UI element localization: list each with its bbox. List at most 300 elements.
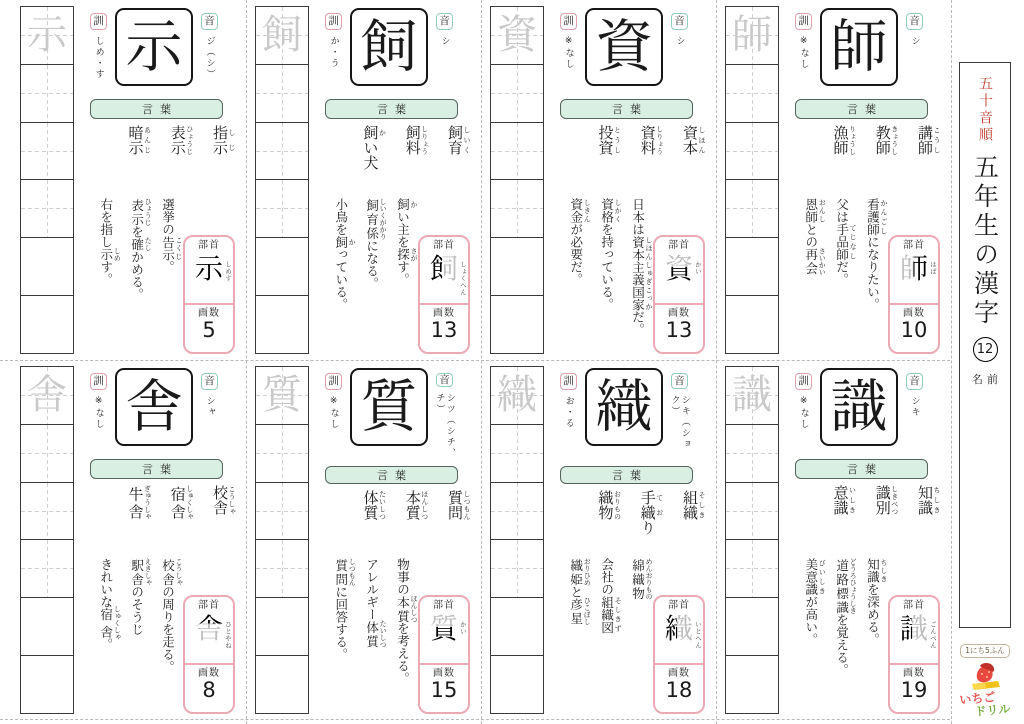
kun-reading-column [322,366,345,464]
sentence: 飼育係 しいくがかりになる。 [364,198,388,290]
radical-reading: いとへん [694,621,702,649]
radical-reading: ひとやね [224,621,232,649]
radical-stroke-box [183,595,235,714]
on-reading-column [433,366,456,464]
practice-square [256,598,308,656]
sentence: 表示 ひょうじを確 たしかめる。 [129,198,153,301]
radical-section [420,237,468,305]
kanji-box [115,368,193,446]
word-item: 意識 いしき [831,484,857,515]
cell-content [792,6,947,354]
kun-reading-column [792,6,815,97]
radical-section [890,597,938,665]
stroke-count-section [420,305,468,352]
word-item: 識別 しきべつ [873,484,899,515]
cell-bottom [792,196,947,354]
practice-column [255,366,309,714]
on-reading: シ [674,36,685,47]
stroke-count-section [185,305,233,352]
practice-square [726,598,778,656]
sentence: 日本は資本主義国家 しほんしゅぎこっかだ。 [630,198,653,336]
on-reading-column [903,366,926,457]
radical-section [655,237,703,305]
stroke-count-label: 画数 [668,308,690,320]
words-header: 言葉 [795,99,928,119]
sentence: 知識 ちしきを深める。 [865,558,888,646]
practice-square [726,238,778,296]
radical-kanji: 識 [899,612,928,645]
practice-square [21,425,73,483]
trace-kanji: 舎 [27,372,67,419]
cell-content [792,366,947,714]
kun-badge: 訓 [325,13,342,30]
kanji-cell [490,6,712,354]
on-reading: シ [439,36,450,47]
practice-square [491,65,543,123]
words-list [322,490,477,550]
kanji-cell [725,366,947,714]
practice-square-trace [21,7,73,65]
sentence: 恩師 おんしとの再会 さいかい [803,198,827,276]
sentence: 会社の組織図 そしきず [599,558,623,633]
words-header: 言葉 [90,459,223,479]
kun-badge: 訓 [795,13,812,30]
on-reading-column [903,6,926,97]
practice-square [256,540,308,598]
practice-square [491,123,543,181]
kun-reading-column [557,6,580,97]
kun-reading: お・る [563,396,574,429]
stroke-count-section [890,665,938,712]
radical-label: 部首 [433,600,455,611]
on-reading: シ [909,36,920,47]
practice-square [21,598,73,656]
practice-square [726,65,778,123]
practice-column [490,366,544,714]
kun-reading: ※なし [93,396,104,430]
radical-label: 部首 [668,240,690,251]
on-reading-column [198,6,221,97]
practice-square [21,540,73,598]
cell-content [557,366,712,714]
kanji-box [350,8,428,86]
practice-square [21,483,73,541]
kun-badge: 訓 [795,373,812,390]
radical-kanji: 質 [429,612,458,645]
cell-bottom [87,556,242,714]
kanji-box [115,8,193,86]
kun-reading-column [87,6,110,97]
words-header: 言葉 [90,99,223,119]
on-reading-column [668,366,691,464]
cut-line-horizontal [0,719,950,720]
word-item: 知識 ちしき [916,484,941,515]
logo-tagline: 1にち5ふん [960,644,1010,658]
readings-row [557,6,712,97]
brand-text-drill: ドリル [973,701,1012,719]
trace-kanji: 示 [27,12,67,59]
kun-reading: ※なし [328,396,339,430]
on-badge: 音 [671,13,688,30]
practice-square [256,296,308,353]
stroke-count-value: 10 [900,318,928,343]
stroke-count-section [420,665,468,712]
practice-square [726,425,778,483]
sentence: 飼 かい主を探 さがす。 [395,198,418,286]
radical-section [185,237,233,305]
radical-section [890,237,938,305]
trace-kanji: 識 [732,372,772,419]
on-reading-column [668,6,691,97]
radical-stroke-box [888,235,940,354]
kanji-cell [20,366,242,714]
trace-kanji: 資 [497,12,537,59]
kanji-box [820,368,898,446]
word-item: 暗示 あんじ [126,124,152,155]
kun-reading: ※なし [798,396,809,430]
practice-column [20,6,74,354]
words-list [792,485,947,550]
kun-reading: しめ・す [93,36,104,80]
stroke-count-section [655,305,703,352]
words-header: 言葉 [560,99,693,119]
trace-kanji: 師 [732,12,772,59]
readings-row [87,6,242,97]
radical-kanji: 資 [664,252,693,285]
sentence: きれいな宿舎 しゅくしゃ。 [98,558,122,651]
sentence: 駅舎 えきしゃのそうじ [129,558,153,636]
radical-stroke-box [888,595,940,714]
word-item: 投資 とうし [596,124,622,155]
kun-badge: 訓 [90,13,107,30]
sentence: 父は手品師 てじなしだ。 [834,198,858,286]
radical-stroke-box [418,595,470,714]
main-kanji: 織 [595,373,653,440]
radical-reading: しめす [224,261,232,282]
cut-line-vertical [951,0,952,724]
word-item: 飼 かい犬 [361,124,387,170]
practice-square [256,65,308,123]
sentence: 校舎 こうしゃの周りを走る。 [160,558,183,673]
kun-reading-column [322,6,345,97]
radical-reading: しょくへん [459,261,467,296]
trace-kanji: 飼 [262,12,302,59]
practice-square [491,425,543,483]
kun-badge: 訓 [560,373,577,390]
practice-column [725,366,779,714]
stroke-count-section [655,665,703,712]
word-item: 牛舎 ぎゅうしゃ [126,484,152,520]
stroke-count-value: 18 [665,678,693,703]
brand-logo [950,638,1020,718]
word-item: 飼料 しりょう [403,124,429,155]
example-sentences [87,556,183,712]
practice-square-trace [21,367,73,425]
practice-square [256,656,308,713]
practice-square [726,123,778,181]
sentence: 道路標識 どうろひょうしきを覚える。 [834,558,858,676]
kun-badge: 訓 [90,373,107,390]
brand-text [949,689,1021,721]
words-header: 言葉 [325,99,458,119]
readings-row [87,366,242,457]
word-item: 飼育 しいく [446,124,471,155]
radical-reading: はば [929,261,937,275]
trace-kanji: 質 [262,372,302,419]
radical-section [185,597,233,665]
word-item: 講師 こうし [916,124,941,155]
radical-label: 部首 [903,240,925,251]
example-sentences [792,556,888,712]
example-sentences [557,196,653,352]
practice-square [491,296,543,353]
cell-bottom [322,196,477,354]
cell-content [322,366,477,714]
kun-reading: か・う [328,36,339,69]
on-reading: シキ [909,396,920,418]
radical-reading: かい [459,621,467,635]
sentence: 質問 しつもんに回答する。 [333,558,357,661]
kun-reading-column [557,366,580,464]
cell-content [557,6,712,354]
word-item: 表示 ひょうじ [168,124,194,155]
radical-section [420,597,468,665]
cell-content [87,6,242,354]
radical-label: 部首 [903,600,925,611]
word-item: 資料 しりょう [638,124,664,155]
word-item: 織物 おりもの [596,490,622,521]
kanji-box [350,368,428,446]
on-reading: シキ（ショク） [669,394,690,450]
sentence: 美意識 びいしきが高い。 [803,558,827,646]
kanji-cell [725,6,947,354]
radical-stroke-box [653,235,705,354]
stroke-count-value: 8 [202,678,216,703]
practice-square [491,656,543,713]
words-header: 言葉 [795,459,928,479]
cell-bottom [322,556,477,714]
stroke-count-label: 画数 [668,668,690,680]
sheet-number-badge: 12 [973,337,998,362]
stroke-count-section [185,665,233,712]
kun-reading: ※なし [798,36,809,70]
words-header: 言葉 [560,466,693,484]
cell-bottom [557,196,712,354]
brand-text-ichigo: いちご [958,689,996,707]
word-item: 質問 しつもん [446,490,471,521]
words-list [557,490,712,550]
words-list [87,485,242,550]
readings-row [792,366,947,457]
example-sentences [322,556,418,712]
on-reading-column [433,6,456,97]
practice-square-trace [726,367,778,425]
kanji-cell [20,6,242,354]
practice-square [21,656,73,713]
radical-label: 部首 [198,240,220,251]
word-item: 資本 しほん [681,124,706,155]
worksheet-title: 五年生の漢字 [970,154,1000,328]
stroke-count-label: 画数 [903,668,925,680]
radical-kanji: 飼 [429,252,458,285]
cell-content [87,366,242,714]
sentence: 小鳥を飼 かっている。 [333,198,357,311]
stroke-count-value: 5 [202,318,216,343]
practice-square [256,238,308,296]
sentence: 右を指し示 しめす。 [98,198,122,286]
stroke-count-value: 13 [430,318,458,343]
practice-column [725,6,779,354]
main-kanji: 師 [830,13,888,80]
kun-badge: 訓 [560,13,577,30]
radical-kanji: 師 [899,252,928,285]
readings-row [322,366,477,464]
practice-square [21,65,73,123]
trace-kanji: 織 [497,372,537,419]
sentence: 織姫 おりひめと彦星 ひこぼし [568,558,592,625]
radical-reading: かい [694,261,702,275]
radical-label: 部首 [198,600,220,611]
word-item: 教師 きょうし [873,124,899,155]
practice-square [491,598,543,656]
stroke-count-value: 15 [430,678,458,703]
word-item: 本質 ほんしつ [403,490,429,521]
readings-row [557,366,712,464]
on-reading: シツ（シチ、チ） [434,393,455,460]
sentence: 看護師 かんごしになりたい。 [865,198,888,311]
practice-square [256,180,308,238]
word-item: 手織 ており [638,490,664,536]
kun-badge: 訓 [325,373,342,390]
stroke-count-label: 画数 [903,308,925,320]
radical-kanji: 示 [194,252,223,285]
word-item: 校舎 こうしゃ [211,484,236,515]
kanji-cell [490,366,712,714]
practice-square [256,425,308,483]
kun-reading-column [87,366,110,457]
stroke-count-label: 画数 [433,668,455,680]
on-badge: 音 [201,13,218,30]
cell-bottom [87,196,242,354]
practice-square [726,180,778,238]
main-kanji: 識 [830,373,888,440]
radical-label: 部首 [433,240,455,251]
kanji-box [585,368,663,446]
sentence: アレルギー体質 たいしつ [364,558,388,648]
strawberry-icon [966,660,1004,692]
practice-square [491,540,543,598]
kanji-box [585,8,663,86]
practice-column [20,366,74,714]
stroke-count-label: 画数 [433,308,455,320]
practice-square-trace [256,367,308,425]
kanji-box [820,8,898,86]
stroke-count-value: 13 [665,318,693,343]
practice-square [21,296,73,353]
readings-row [322,6,477,97]
example-sentences [792,196,888,352]
on-badge: 音 [671,373,688,389]
practice-square [726,296,778,353]
practice-square-trace [491,367,543,425]
radical-label: 部首 [668,600,690,611]
word-item: 指示 しじ [211,124,236,155]
sort-order-label: 五十音順 [977,76,993,144]
on-badge: 音 [906,373,923,390]
kun-reading-column [792,366,815,457]
kanji-cell [255,366,477,714]
main-kanji: 質 [360,373,418,440]
radical-stroke-box [183,235,235,354]
word-item: 漁師 りょうし [831,124,857,155]
on-badge: 音 [906,13,923,30]
kun-reading: ※なし [563,36,574,70]
practice-square [21,238,73,296]
sentence: 物事の本質 ほんしつを考える。 [395,558,418,685]
practice-square-trace [256,7,308,65]
word-item: 組織 そしき [681,490,706,521]
sentence: 選挙の告示 こくじ。 [160,198,183,273]
stroke-count-section [890,305,938,352]
practice-square [726,540,778,598]
kanji-cell [255,6,477,354]
practice-square [491,180,543,238]
example-sentences [322,196,418,352]
example-sentences [557,556,653,712]
stroke-count-label: 画数 [198,668,220,680]
sentence: 綿織物 めんおりもの [630,558,653,600]
on-reading: シャ [204,396,215,418]
word-item: 宿舎 しゅくしゃ [168,484,194,520]
words-header: 言葉 [325,466,458,484]
practice-square [491,483,543,541]
radical-stroke-box [418,235,470,354]
radical-kanji: 織 [664,612,693,645]
practice-square [726,483,778,541]
practice-square [256,483,308,541]
practice-square-trace [726,7,778,65]
practice-square [256,123,308,181]
on-reading: ジ（シ） [204,36,215,80]
main-kanji: 舎 [125,373,183,440]
title-sidebar [959,62,1011,628]
practice-square-trace [491,7,543,65]
cell-content [322,6,477,354]
cell-bottom [792,556,947,714]
kanji-cells-grid [20,6,947,714]
radical-section [655,597,703,665]
sentence: 資格 しかくを持っている。 [599,198,623,311]
stroke-count-label: 画数 [198,308,220,320]
practice-column [490,6,544,354]
radical-stroke-box [653,595,705,714]
on-badge: 音 [436,373,453,387]
practice-square [21,123,73,181]
cell-bottom [557,556,712,714]
on-reading-column [198,366,221,457]
readings-row [792,6,947,97]
radical-kanji: 舎 [194,612,223,645]
words-list [792,125,947,190]
words-list [322,125,477,190]
practice-column [255,6,309,354]
stroke-count-value: 19 [900,678,928,703]
words-list [557,125,712,190]
on-badge: 音 [201,373,218,390]
radical-reading: ごんべん [929,621,937,649]
word-item: 体質 たいしつ [361,490,387,521]
main-kanji: 資 [595,13,653,80]
